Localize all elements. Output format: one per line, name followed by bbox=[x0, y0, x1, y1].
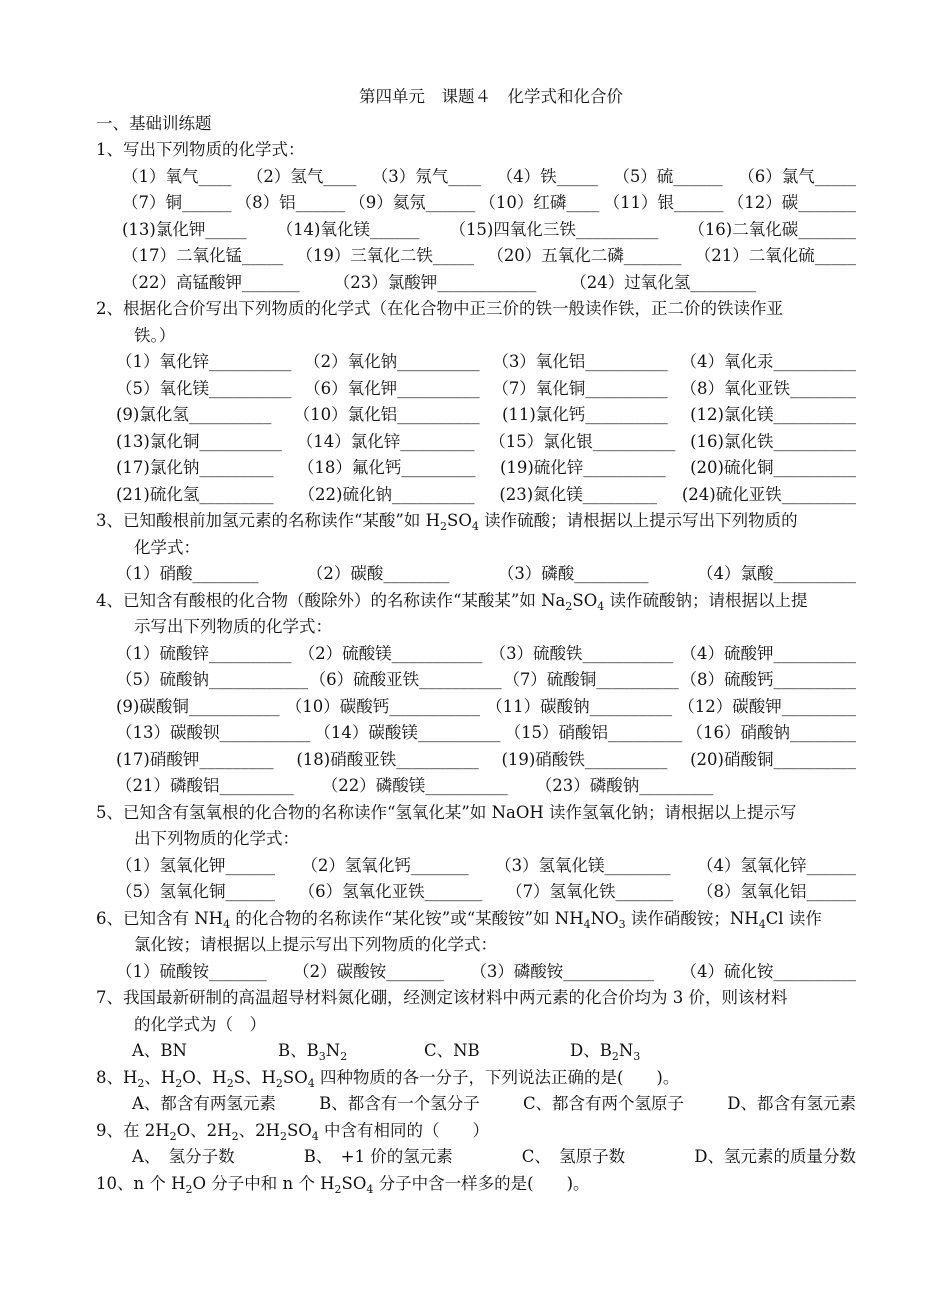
fill-item: （13）碳酸钡___________ bbox=[116, 723, 311, 742]
fill-item: （7）硫酸铜__________ bbox=[503, 670, 679, 689]
question-1-row bbox=[96, 217, 856, 244]
question-4-stem: 4、已知含有酸根的化合物（酸除外）的名称读作“某酸某”如 $Na_2SO_4$ 读作硫酸钠；请根据以上提 bbox=[96, 590, 808, 613]
question-5-row bbox=[96, 853, 856, 880]
fill-item: （2）氢氧化钙_______ bbox=[301, 855, 469, 875]
fill-item: （16)二氧化碳_______ bbox=[688, 219, 856, 239]
question-6-stem-cont: 氯化铵；请根据以上提示写出下列物质的化学式： bbox=[134, 935, 497, 954]
fill-item: (17)氯化钠_________ bbox=[116, 458, 274, 477]
fill-item: （4）氢氧化锌______ bbox=[696, 855, 856, 875]
fill-item: （16）硝酸钠________ bbox=[686, 723, 856, 742]
option-c: C、NB bbox=[424, 1041, 480, 1060]
worksheet bbox=[96, 84, 856, 1197]
fill-item: （4）氧化汞__________ bbox=[680, 352, 856, 371]
fill-item: (11)氯化钙__________ bbox=[501, 405, 668, 424]
question-2-stem: 2、根据化合价写出下列物质的化学式（在化合物中正三价的铁一般读作铁，正二价的铁读作亚 bbox=[96, 299, 783, 318]
fill-item: （24）过氧化氢________ bbox=[570, 272, 757, 292]
question-9-stem: 9、在 $2H_2O$、$2H_2$、$2H_2SO_4$ 中含有相同的（ ） bbox=[96, 1120, 490, 1143]
fill-item: (23)氮化镁_________ bbox=[499, 484, 657, 504]
fill-item: （6）氢氧化亚铁_______ bbox=[298, 882, 483, 901]
question-2-stem-cont: 铁。） bbox=[134, 325, 176, 345]
question-4-row bbox=[96, 694, 856, 721]
fill-item: （5）氢氧化铜______ bbox=[116, 882, 275, 901]
fill-item: （19）三氧化二铁_____ bbox=[296, 246, 475, 265]
fill-item: (20)硝酸铜__________ bbox=[690, 749, 856, 769]
question-4-row bbox=[96, 747, 856, 774]
fill-item: （8）氧化亚铁________ bbox=[680, 378, 856, 398]
option-d: D、都含有氢元素 bbox=[727, 1094, 856, 1113]
fill-item: （14）碳酸镁__________ bbox=[314, 723, 501, 742]
fill-item: （8）氢氧化铝______ bbox=[696, 882, 856, 901]
fill-item: （3）磷酸铵___________ bbox=[470, 961, 655, 981]
fill-item: (16)氯化铁__________ bbox=[690, 431, 856, 451]
fill-item: （21）二氧化硫_____ bbox=[694, 246, 856, 265]
fill-item: （4）硫化铵__________ bbox=[680, 961, 856, 981]
option-d: D、$B_2N_3$ bbox=[570, 1041, 641, 1063]
fill-item: （3）氖气____ bbox=[371, 166, 482, 186]
fill-item: （11）碳酸钠__________ bbox=[486, 696, 673, 716]
question-5-row bbox=[96, 879, 856, 906]
fill-item: (17)硝酸钾_________ bbox=[116, 749, 274, 769]
fill-item: (21)硫化氢_________ bbox=[116, 484, 274, 504]
question-5-stem: 5、已知含有氢氧根的化合物的名称读作“氢氧化某”如 NaOH 读作氢氧化钠；请根据以上提示写 bbox=[96, 802, 797, 822]
fill-item: （8）硫酸钙__________ bbox=[680, 670, 856, 689]
option-c: C、 氢原子数 bbox=[521, 1147, 626, 1166]
fill-item: （1）氧化锌__________ bbox=[116, 352, 292, 371]
fill-item: （14）氯化锌_________ bbox=[296, 431, 475, 451]
question-8-options bbox=[96, 1091, 856, 1118]
fill-item: （1）硫酸铵_______ bbox=[116, 961, 267, 981]
fill-item: （22）高锰酸钾_______ bbox=[122, 272, 300, 292]
question-1-row bbox=[96, 190, 856, 217]
fill-item: (24)硫化亚铁_________ bbox=[681, 484, 856, 504]
fill-item: （4）氯酸__________ bbox=[696, 564, 856, 583]
fill-item: （23）氯酸钾____________ bbox=[333, 272, 537, 292]
question-7-options bbox=[96, 1038, 856, 1065]
fill-item: （1）氢氧化钾______ bbox=[116, 855, 275, 875]
fill-item: （3）氢氧化镁________ bbox=[495, 855, 671, 875]
fill-item: (12)氯化镁__________ bbox=[690, 405, 856, 424]
question-2-row bbox=[96, 455, 856, 482]
page-title: 第四单元 课题４ 化学式和化合价 bbox=[359, 87, 623, 106]
fill-item: （17）二氧化锰_____ bbox=[122, 246, 284, 265]
fill-item: （1）硝酸________ bbox=[116, 564, 259, 583]
fill-item: （7）氢氧化铁_______ bbox=[506, 882, 674, 901]
question-1-stem: 1、写出下列物质的化学式： bbox=[96, 140, 305, 159]
fill-item: （6）氯气_____ bbox=[738, 166, 856, 186]
fill-item: （15)四氧化三铁__________ bbox=[449, 219, 659, 239]
fill-item: (13)氯化铜__________ bbox=[116, 431, 282, 451]
question-4-row bbox=[96, 720, 856, 747]
fill-item: （5）硫______ bbox=[613, 166, 723, 186]
fill-item: （7）氧化铜__________ bbox=[492, 378, 668, 398]
fill-item: （1）硫酸锌__________ bbox=[116, 643, 292, 663]
fill-item: （12）碳_______ bbox=[727, 193, 856, 212]
question-5-stem-cont: 出下列物质的化学式： bbox=[134, 829, 299, 848]
question-2-row bbox=[96, 402, 856, 429]
fill-item: （12）碳酸钾_________ bbox=[678, 696, 856, 716]
fill-item: （22）磷酸镁__________ bbox=[321, 776, 508, 795]
question-7-stem-cont: 的化学式为（ ） bbox=[134, 1014, 266, 1034]
question-4-row bbox=[96, 773, 856, 800]
fill-item: （4）铁_____ bbox=[496, 166, 598, 186]
fill-item: （21）磷酸铝_________ bbox=[116, 776, 294, 795]
fill-item: （20）五氧化二磷_______ bbox=[487, 246, 682, 265]
question-1-row bbox=[96, 270, 856, 297]
question-3-stem-cont: 化学式： bbox=[134, 537, 200, 557]
fill-item: （2）氢气____ bbox=[246, 166, 357, 186]
question-4-stem-cont: 示写出下列物质的化学式： bbox=[134, 617, 332, 636]
option-b: B、都含有一个氢分子 bbox=[319, 1094, 480, 1113]
fill-item: （15）氯化银__________ bbox=[489, 431, 676, 451]
fill-item: (20)硫化铜__________ bbox=[690, 458, 856, 477]
question-6-stem: 6、已知含有 $NH_4$ 的化合物的名称读作“某化铵”或“某酸铵”如 $NH_4NO_3$ 读作硝酸铵；$NH_4Cl$ 读作 bbox=[96, 908, 822, 931]
option-b: B、 +1 价的氢元素 bbox=[303, 1147, 453, 1166]
fill-item: （14)氧化镁______ bbox=[276, 219, 420, 239]
option-a: A、 氢分子数 bbox=[132, 1147, 235, 1166]
question-4-row bbox=[96, 667, 856, 694]
question-2-row bbox=[96, 376, 856, 403]
option-c: C、都含有两个氢原子 bbox=[522, 1094, 685, 1113]
fill-item: （2）硫酸镁___________ bbox=[298, 643, 483, 663]
option-b: B、$B_3N_2$ bbox=[278, 1041, 348, 1063]
question-7-stem: 7、我国最新研制的高温超导材料氮化硼，经测定该材料中两元素的化合价均为 3 价，则该材料 bbox=[96, 988, 788, 1007]
fill-item: （2）碳酸________ bbox=[306, 564, 450, 583]
question-4-row bbox=[96, 641, 856, 668]
question-10-stem: 10、n 个 $H_2O$ 分子中和 n 个 $H_2SO_4$ 分子中含一样多的是( )。 bbox=[96, 1173, 590, 1196]
option-d: D、氢元素的质量分数 bbox=[694, 1147, 856, 1166]
question-3-row bbox=[96, 561, 856, 588]
question-2-row bbox=[96, 429, 856, 456]
fill-item: （15）硝酸铝_________ bbox=[504, 723, 683, 742]
section-heading: 一、基础训练题 bbox=[96, 113, 212, 133]
fill-item: （2）碳酸铵_______ bbox=[293, 961, 444, 981]
question-1-row bbox=[96, 164, 856, 191]
fill-item: （5）硫酸钠____________ bbox=[116, 670, 308, 689]
fill-item: （3）氧化铝__________ bbox=[492, 352, 668, 371]
fill-item: （3）硫酸铁___________ bbox=[489, 643, 674, 663]
fill-item: （8）铝______ bbox=[235, 193, 346, 212]
fill-item: (18)硝酸亚铁__________ bbox=[296, 749, 479, 769]
fill-item: (19)硫化锌__________ bbox=[499, 458, 666, 477]
fill-item: (13)氯化钾_____ bbox=[122, 219, 247, 239]
fill-item: （10）氯化铝__________ bbox=[293, 405, 480, 424]
question-9-options bbox=[96, 1144, 856, 1171]
fill-item: （5）氧化镁__________ bbox=[116, 378, 292, 398]
fill-item: （11）银______ bbox=[603, 193, 724, 212]
question-2-row bbox=[96, 349, 856, 376]
question-8-stem: 8、$H_2$、$H_2O$、$H_2S$、$H_2SO_4$ 四种物质的各一分子，下列说法正确的是( )。 bbox=[96, 1067, 680, 1090]
fill-item: （1）氧气____ bbox=[122, 166, 232, 186]
fill-item: （7）铜______ bbox=[122, 193, 232, 212]
fill-item: （23）磷酸钠_________ bbox=[535, 776, 714, 795]
fill-item: （10）红磷____ bbox=[479, 193, 600, 212]
fill-item: （18）氟化钙_________ bbox=[297, 458, 476, 477]
fill-item: (9)氯化氢__________ bbox=[116, 405, 272, 424]
fill-item: (19)硝酸铁__________ bbox=[501, 749, 668, 769]
fill-item: （2）氧化钠__________ bbox=[304, 352, 480, 371]
fill-item: （6）硫酸亚铁__________ bbox=[309, 670, 502, 689]
fill-item: （9）氦氖______ bbox=[349, 193, 476, 212]
fill-item: （22)硫化钠__________ bbox=[298, 484, 475, 504]
fill-item: （4）硫酸钾__________ bbox=[680, 643, 856, 663]
fill-item: （3）磷酸_________ bbox=[497, 564, 649, 583]
option-a: A、BN bbox=[132, 1041, 187, 1060]
question-3-stem: 3、已知酸根前加氢元素的名称读作“某酸”如 $H_2SO_4$ 读作硫酸；请根据以上提示写出下列物质的 bbox=[96, 511, 798, 533]
question-6-row bbox=[96, 959, 856, 986]
question-1-row bbox=[96, 243, 856, 270]
option-a: A、都含有两氢元素 bbox=[132, 1094, 276, 1113]
fill-item: （6）氧化钾__________ bbox=[304, 378, 480, 398]
fill-item: （10）碳酸钙___________ bbox=[285, 696, 480, 716]
question-2-row bbox=[96, 482, 856, 509]
fill-item: (9)碳酸铜___________ bbox=[116, 696, 280, 716]
